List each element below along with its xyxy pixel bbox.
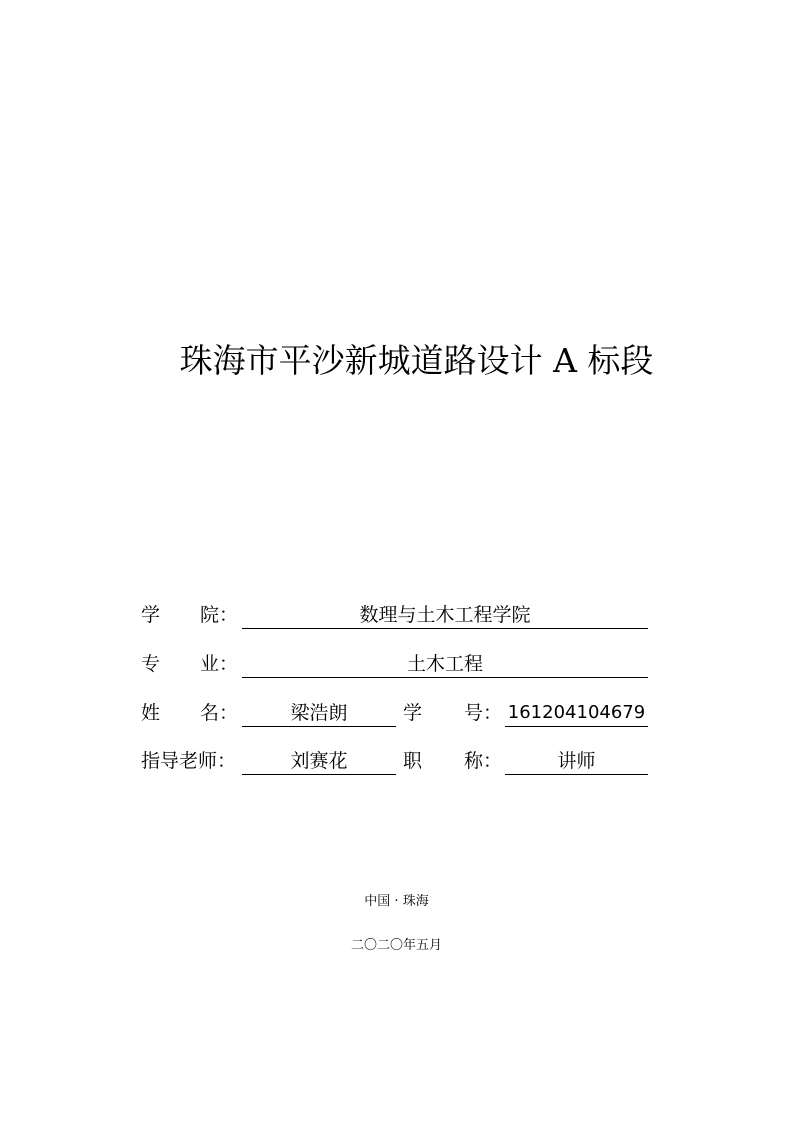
name-label-first: 姓 [141, 702, 161, 724]
college-field: 数理与土木工程学院 [242, 602, 648, 629]
major-field: 土木工程 [242, 651, 648, 678]
major-label-second: 业： [200, 653, 239, 675]
student-id-label-first: 学 [403, 702, 423, 724]
advisor-label: 指导老师： [141, 750, 237, 772]
college-label-second: 院： [200, 604, 239, 626]
rank-label-second: 称： [464, 750, 503, 772]
rank-field: 讲师 [505, 748, 648, 775]
name-label-second: 名： [200, 702, 239, 724]
advisor-field: 刘赛花 [242, 748, 396, 775]
college-label-first: 学 [141, 604, 161, 626]
name-field: 梁浩朗 [242, 700, 396, 727]
student-id-field: 161204104679 [505, 700, 648, 727]
footer-date: 二〇二〇年五月 [350, 938, 442, 953]
document-title: 珠海市平沙新城道路设计 A 标段 [179, 341, 654, 380]
rank-label-first: 职 [403, 750, 423, 772]
major-label-first: 专 [141, 653, 161, 675]
student-id-label-second: 号： [464, 702, 503, 724]
footer-location: 中国 · 珠海 [364, 894, 429, 909]
